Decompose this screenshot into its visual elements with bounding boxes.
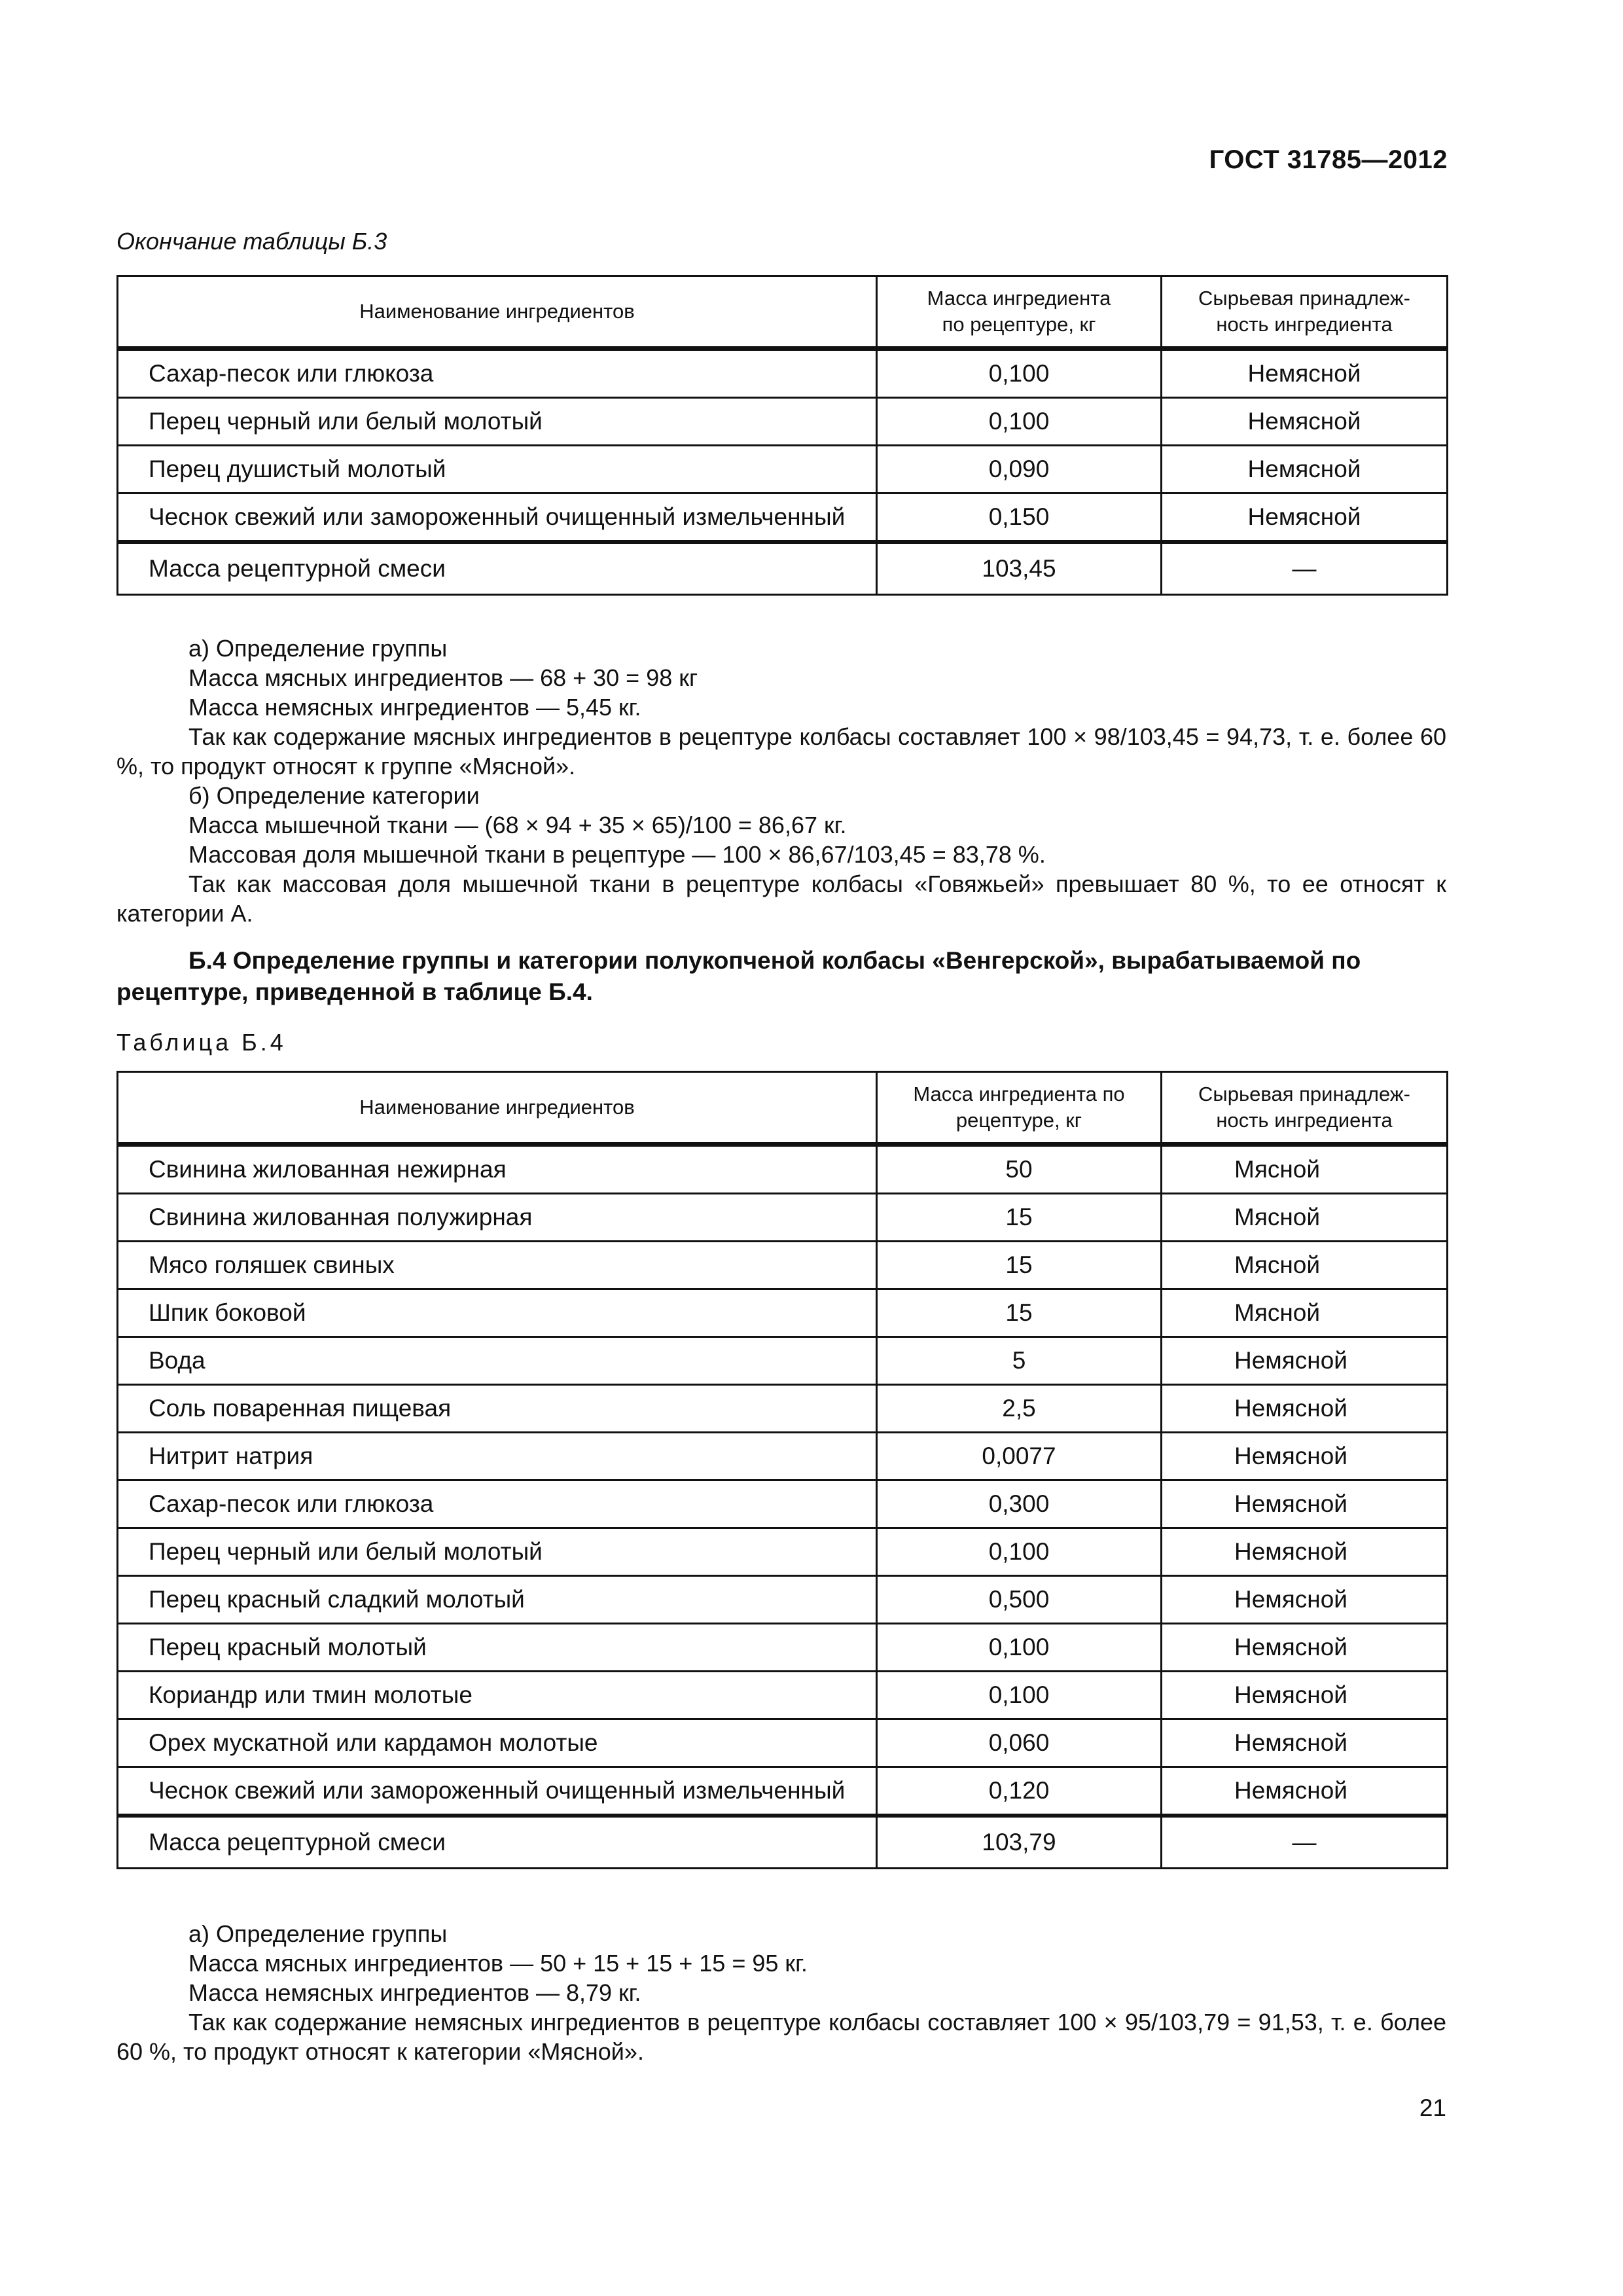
col-header-origin-l2: ность ингредиента xyxy=(1216,1109,1393,1132)
cell-origin: Немясной xyxy=(1162,1528,1448,1576)
paragraph: Масса мясных ингредиентов — 50 + 15 + 15 + 15 = 95 кг. xyxy=(188,1950,808,1977)
table-row xyxy=(118,1528,1448,1576)
paragraph: Масса немясных ингредиентов — 5,45 кг. xyxy=(188,694,641,721)
cell-name: Шпик боковой xyxy=(118,1289,877,1337)
cell-mass: 15 xyxy=(877,1242,1162,1289)
table-row xyxy=(118,1289,1448,1337)
cell-total-mass: 103,45 xyxy=(877,542,1162,595)
col-header-origin-l1: Сырьевая принадлеж- xyxy=(1198,1083,1410,1105)
cell-name: Сахар-песок или глюкоза xyxy=(118,349,877,398)
cell-name: Перец красный молотый xyxy=(118,1624,877,1672)
cell-origin: Немясной xyxy=(1162,493,1448,543)
table-b4-caption: Таблица Б.4 xyxy=(116,1029,287,1056)
cell-name: Перец черный или белый молотый xyxy=(118,398,877,446)
col-header-mass xyxy=(877,1072,1162,1145)
paragraph: б) Определение категории xyxy=(188,782,480,809)
cell-origin: Немясной xyxy=(1162,1480,1448,1528)
table-row xyxy=(118,1624,1448,1672)
table-b4 xyxy=(116,1071,1448,1869)
cell-mass: 0,300 xyxy=(877,1480,1162,1528)
cell-name: Свинина жилованная нежирная xyxy=(118,1145,877,1194)
cell-name: Свинина жилованная полужирная xyxy=(118,1194,877,1242)
cell-mass: 0,100 xyxy=(877,1672,1162,1719)
cell-mass: 0,0077 xyxy=(877,1433,1162,1480)
cell-mass: 0,100 xyxy=(877,398,1162,446)
table-row xyxy=(118,398,1448,446)
table-row xyxy=(118,1767,1448,1816)
table-b3 xyxy=(116,275,1448,596)
col-header-mass-l1: Масса ингредиента xyxy=(927,287,1111,310)
table-row xyxy=(118,1433,1448,1480)
table-row xyxy=(118,1337,1448,1385)
table-b3-analysis xyxy=(116,634,1446,928)
cell-origin: Немясной xyxy=(1162,446,1448,493)
cell-name: Соль поваренная пищевая xyxy=(118,1385,877,1433)
table-row xyxy=(118,1145,1448,1194)
cell-origin: Мясной xyxy=(1162,1242,1448,1289)
cell-mass: 0,150 xyxy=(877,493,1162,543)
cell-total-mass: 103,79 xyxy=(877,1816,1162,1869)
cell-mass: 0,060 xyxy=(877,1719,1162,1767)
cell-total-label: Масса рецептурной смеси xyxy=(118,1816,877,1869)
table-row xyxy=(118,1385,1448,1433)
cell-mass: 0,120 xyxy=(877,1767,1162,1816)
table-total-row xyxy=(118,542,1448,595)
page-number: 21 xyxy=(1419,2094,1446,2121)
cell-name: Чеснок свежий или замороженный очищенный измельченный xyxy=(118,493,877,543)
paragraph: Массовая доля мышечной ткани в рецептуре — 100 × 86,67/103,45 = 83,78 %. xyxy=(188,841,1046,868)
paragraph: Масса мясных ингредиентов — 68 + 30 = 98 кг xyxy=(188,664,698,691)
cell-mass: 0,100 xyxy=(877,1528,1162,1576)
table-row xyxy=(118,446,1448,493)
col-header-origin-l1: Сырьевая принадлеж- xyxy=(1198,287,1410,310)
col-header-origin xyxy=(1162,276,1448,349)
cell-name: Кориандр или тмин молотые xyxy=(118,1672,877,1719)
col-header-mass-l2: рецептуре, кг xyxy=(955,1109,1082,1132)
cell-mass: 2,5 xyxy=(877,1385,1162,1433)
cell-origin: Немясной xyxy=(1162,1337,1448,1385)
cell-mass: 5 xyxy=(877,1337,1162,1385)
table-row xyxy=(118,1242,1448,1289)
table-row xyxy=(118,349,1448,398)
cell-total-label: Масса рецептурной смеси xyxy=(118,542,877,595)
cell-origin: Немясной xyxy=(1162,1385,1448,1433)
col-header-mass xyxy=(877,276,1162,349)
cell-origin: Немясной xyxy=(1162,1433,1448,1480)
cell-origin: Немясной xyxy=(1162,398,1448,446)
table-row xyxy=(118,1480,1448,1528)
section-b4-heading xyxy=(116,945,1446,1008)
cell-name: Орех мускатной или кардамон молотые xyxy=(118,1719,877,1767)
table-row xyxy=(118,1576,1448,1624)
document-header: ГОСТ 31785—2012 xyxy=(1209,145,1448,174)
table-total-row xyxy=(118,1816,1448,1869)
cell-name: Перец душистый молотый xyxy=(118,446,877,493)
cell-origin: Немясной xyxy=(1162,1576,1448,1624)
paragraph: Так как содержание немясных ингредиентов в рецептуре колбасы составляет 100 × 95/103,79 = 91,53, т. е. более 60 %, то продукт относят к категории «Мясной». xyxy=(116,2009,1446,2065)
cell-mass: 0,500 xyxy=(877,1576,1162,1624)
cell-total-origin: — xyxy=(1162,1816,1448,1869)
cell-name: Перец красный сладкий молотый xyxy=(118,1576,877,1624)
table-row xyxy=(118,1194,1448,1242)
paragraph: Масса немясных ингредиентов — 8,79 кг. xyxy=(188,1979,641,2006)
cell-origin: Немясной xyxy=(1162,1719,1448,1767)
cell-origin: Мясной xyxy=(1162,1194,1448,1242)
paragraph: а) Определение группы xyxy=(188,1920,448,1947)
cell-origin: Немясной xyxy=(1162,1767,1448,1816)
cell-name: Перец черный или белый молотый xyxy=(118,1528,877,1576)
table-row xyxy=(118,493,1448,543)
cell-name: Чеснок свежий или замороженный очищенный измельченный xyxy=(118,1767,877,1816)
cell-mass: 15 xyxy=(877,1289,1162,1337)
cell-mass: 0,090 xyxy=(877,446,1162,493)
cell-total-origin: — xyxy=(1162,542,1448,595)
section-heading-text: Б.4 Определение группы и категории полукопченой колбасы «Венгерской», вырабатываемой по рецептуре, приведенной в таблице Б.4. xyxy=(116,947,1361,1005)
cell-origin: Немясной xyxy=(1162,1672,1448,1719)
col-header-mass-l1: Масса ингредиента по xyxy=(913,1083,1125,1105)
cell-mass: 15 xyxy=(877,1194,1162,1242)
col-header-name: Наименование ингредиентов xyxy=(118,1072,877,1145)
table-b3-caption: Окончание таблицы Б.3 xyxy=(116,228,387,255)
col-header-mass-l2: по рецептуре, кг xyxy=(942,313,1096,336)
paragraph: Масса мышечной ткани — (68 × 94 + 35 × 65)/100 = 86,67 кг. xyxy=(188,812,847,838)
cell-mass: 0,100 xyxy=(877,1624,1162,1672)
cell-name: Мясо голяшек свиных xyxy=(118,1242,877,1289)
paragraph: Так как содержание мясных ингредиентов в рецептуре колбасы составляет 100 × 98/103,45 = 94,73, т. е. более 60 %, то продукт относят к группе «Мясной». xyxy=(116,723,1446,780)
cell-name: Нитрит натрия xyxy=(118,1433,877,1480)
paragraph: а) Определение группы xyxy=(188,635,448,662)
cell-origin: Немясной xyxy=(1162,1624,1448,1672)
table-b4-analysis xyxy=(116,1919,1446,2066)
cell-name: Сахар-песок или глюкоза xyxy=(118,1480,877,1528)
paragraph: Так как массовая доля мышечной ткани в рецептуре колбасы «Говяжьей» превышает 80 %, то ее относят к категории А. xyxy=(116,870,1446,927)
col-header-name: Наименование ингредиентов xyxy=(118,276,877,349)
cell-mass: 0,100 xyxy=(877,349,1162,398)
cell-origin: Немясной xyxy=(1162,349,1448,398)
col-header-origin-l2: ность ингредиента xyxy=(1216,313,1393,336)
table-row xyxy=(118,1719,1448,1767)
col-header-origin xyxy=(1162,1072,1448,1145)
cell-origin: Мясной xyxy=(1162,1145,1448,1194)
cell-name: Вода xyxy=(118,1337,877,1385)
cell-mass: 50 xyxy=(877,1145,1162,1194)
cell-origin: Мясной xyxy=(1162,1289,1448,1337)
table-row xyxy=(118,1672,1448,1719)
